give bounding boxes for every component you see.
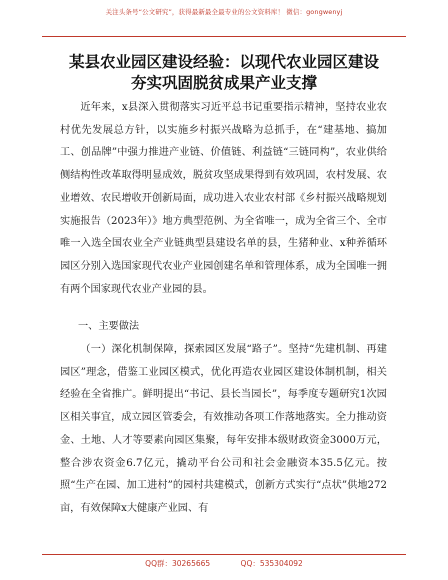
body-paragraph: （一）深化机制保障，探索园区发展“路子”。坚持“先建机制、再建园区”理念，借鉴工业园区模式，优化再造农业园区建设体制机制，相关经验在全省推广。鲜明提出“书记、县长当园长”，每季度专题研究1次园区相关事宜，成立园区管委会，有效推动各项工作落地落实。全力推动资金、土地、人才等要素向园区集聚，每年安排本级财政资金3000万元，整合涉农资金6.7亿元，撬动平台公司和社会金融资本35.5亿元。按照“生产在园、加工进村”的园村共建模式，创新方式实行“点状”供地272亩，有效保障x大健康产业园、有 <box>60 344 387 514</box>
title-line-1: 某县农业园区建设经验：以现代农业园区建设 <box>68 53 379 71</box>
top-banner: 关注头条号“公文研究”，获得最新最全最专业的公文资料库！ 微信：gongwenyj <box>105 8 343 16</box>
footer-divider <box>42 554 406 555</box>
qq-text: QQ：535304092 <box>240 559 303 568</box>
qq-group-text: QQ群：30265665 <box>145 559 211 568</box>
intro-paragraph: 近年来，x县深入贯彻落实习近平总书记重要指示精神，坚持农业农村优先发展总方针，以实施乡村振兴战略为总抓手，在“建基地、搞加工、创品牌”中强力推进产业链、价值链、利益链“三链同构”，农业供给侧结构性改革取得明显成效，脱贫攻坚成果得到有效巩固，农村发展、农业增效、农民增收开创新局面，成功进入农业农村部《乡村振兴战略规划实施报告（2023年）》地方典型范例、为全省唯一，成为全省三个、全市唯一入选全国农业全产业链典型县建设名单的县，生猪种业、x种养循环园区分别入选国家现代农业产业园创建名单和管理体系，成为全国唯一拥有两个国家现代农业产业园的县。 <box>60 102 387 295</box>
title-line-2: 夯实巩固脱贫成果产业支撑 <box>130 74 317 92</box>
section-heading: 一、主要做法 <box>78 321 140 332</box>
document-title <box>50 52 398 94</box>
footer <box>0 558 448 569</box>
header-divider <box>42 36 406 37</box>
